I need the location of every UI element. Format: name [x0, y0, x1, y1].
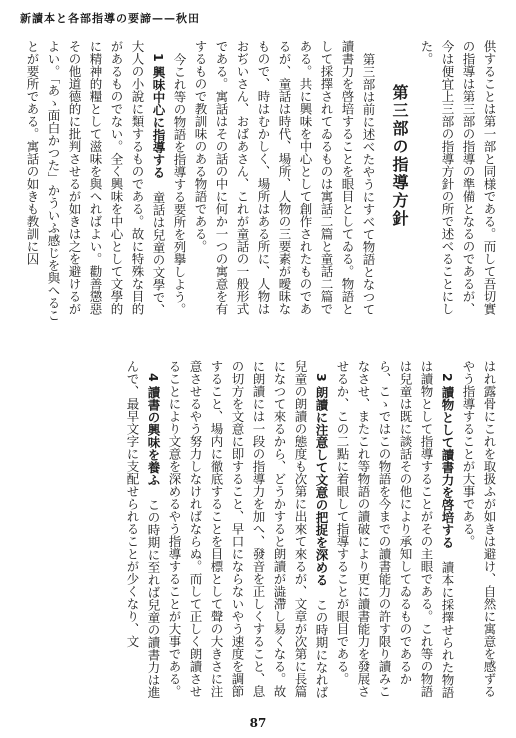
section-heading: 第三部の指導方針: [390, 84, 409, 228]
point-1-body: 童話は兒童の文學で、大人の小說に類するものである。故に特殊な目的があるものでない。全く興味を中心として文學的に精神的糧として滋味を與へればよい。勸善懲惡その他道德的に批判させるが如きは之を避けるがよい。「あゝ面白かつた」かういふ感じを與へることが要所である。寓話の如きも教訓に囚: [25, 40, 166, 322]
point-2-label: 2 讀物として讀書力を啓培する: [440, 372, 455, 549]
point-4-body: この時期に至れば兒童の讀書力は進んで、最早文字に支配せられることが少くなり、文: [125, 360, 161, 699]
page-number: 87: [249, 716, 267, 730]
bottom-text-block: [18, 360, 500, 706]
top-text-block: [18, 40, 500, 326]
continued-paragraph: はれ露骨にこれを取扱ふが如きは避け、自然に寓意を感ずるやう指導することが大事である。: [461, 360, 497, 698]
point-2-body: 讀本に採擇せられた物語は讀物として指導することがその主眼である。これ等の物語は兒童は既に談話その他により承知してゐるものであるから、こゝではこの物語を今までの讀書能力の許す限り讀みこなさせ、またこれ等物語の讀破により更に讀書能力を發展させるか、この二點に着眼して指導することが眼目である。: [335, 360, 455, 699]
point-3: [164, 360, 332, 706]
point-4: [122, 360, 164, 706]
point-2: [332, 360, 458, 706]
intro-paragraph: 供することは第一部と同様である。而して吾切實の指導は第三部の指導の準備となるのであるが、今は便宜上三部の指導方針の所で述べることにした。: [419, 40, 497, 315]
running-header: 新讀本と各部指導の要諦——秋田: [20, 12, 200, 25]
paragraph-points-intro: 今これ等の物語を指導する要所を列擧しよう。: [172, 52, 187, 315]
paragraph-section-intro: 第三部は前に述べたやうにすべて物語となつて讀書力を啓培することを眼目としてゐる。物語として採擇されてゐるものは寓話二篇と童話二篇である。共に興味を中心として創作されたものであるが、童話は時代、場所、人物の三要素が曖昧なもので、時はむかしく、場所はある所に、人物はおぢいさん、おばあさん、これが童話の一般形式である。寓話はその話の中に何か一つの寓意を有するもので教訓味のある物語である。: [193, 40, 376, 315]
point-1-label: 1 興味中心に指導する: [151, 52, 166, 179]
point-3-label: 3 朗讀に注意して文意の把捉を深める: [314, 372, 329, 586]
point-4-label: 4 讀書の興味を養ふ: [146, 372, 161, 486]
point-3-body: この時期になれば兒童の朗讀の態度も次第に出來て來るが、文章が次第に長篇になつて來るから、どうかすると朗讀が澁滯し易くなる。故に朗讀には一段の指導力を加へ、發音を正しくすること、息の切方を文意に即すること、早口にならないやう速度を調節すること、場内に徹底することを目標として聲の大きさに注意させるやう努力しなければならぬ。而して正しく朗讀させることにより文意を深めるやう指導することが大事である。: [167, 360, 329, 699]
point-1: [22, 40, 169, 326]
